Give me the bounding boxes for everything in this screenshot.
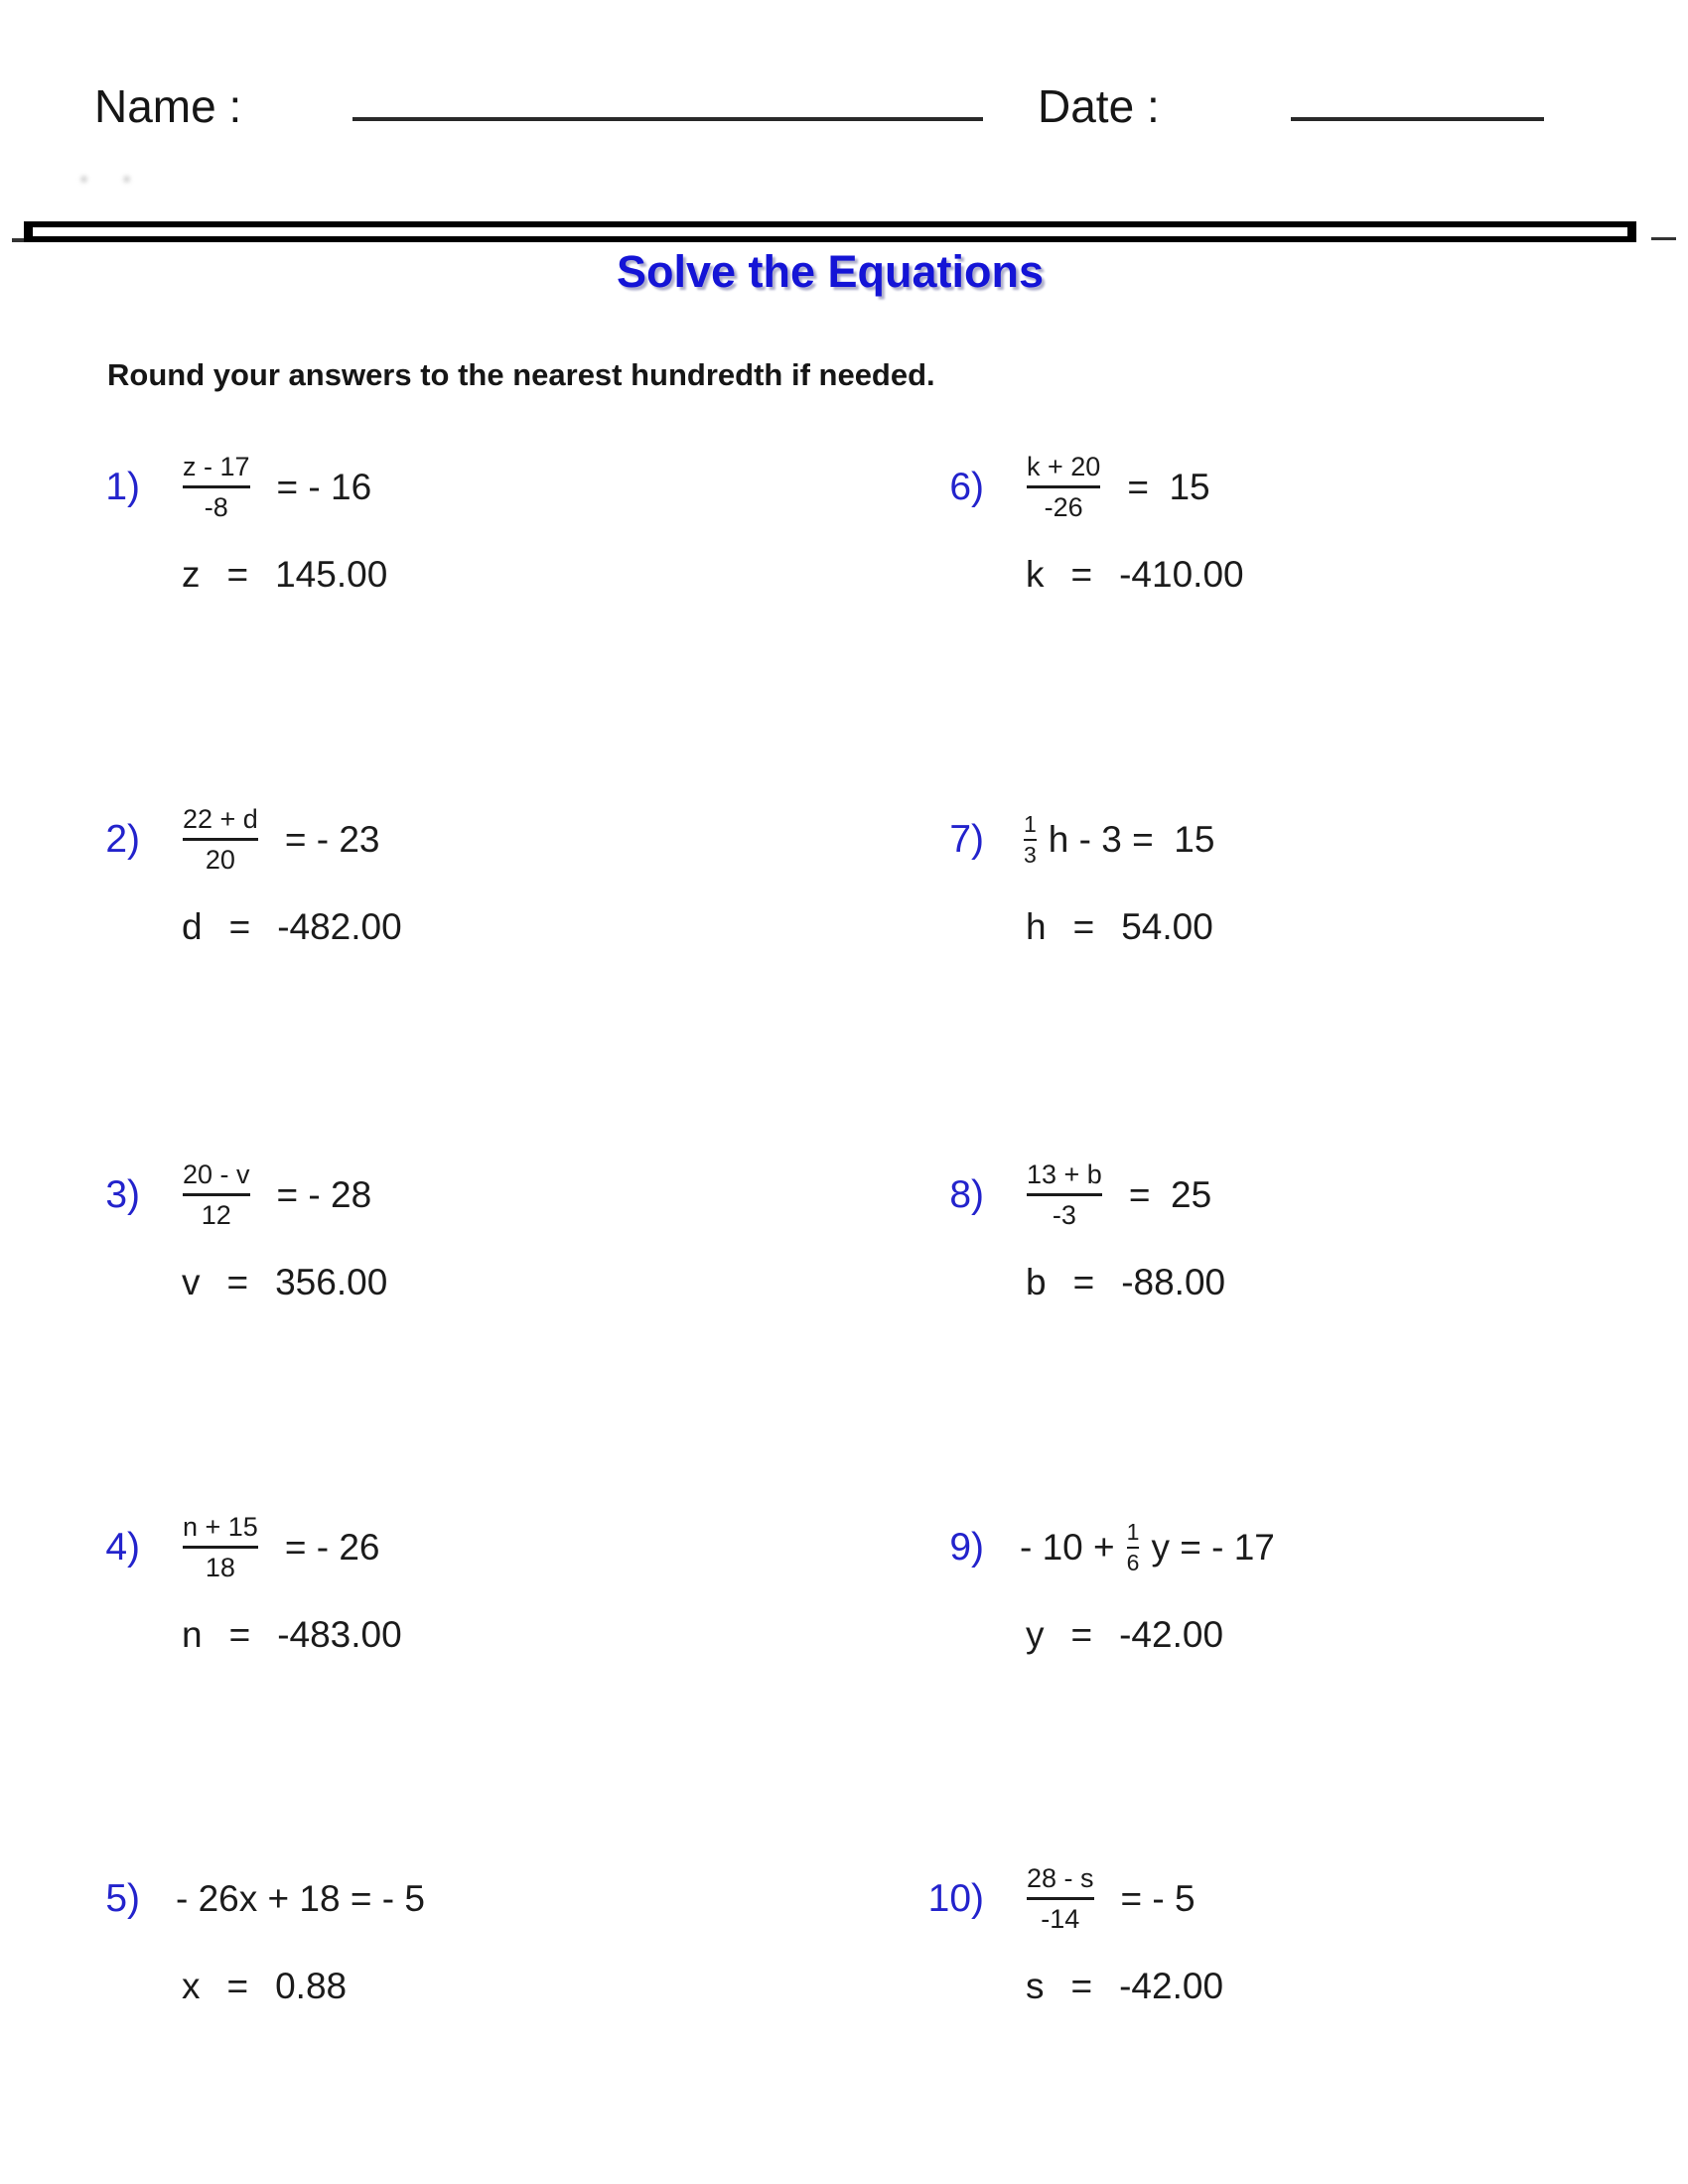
fraction-bar [183, 1193, 250, 1196]
equation [1014, 1490, 1275, 1604]
fraction-denominator: 6 [1126, 1549, 1140, 1575]
fraction-numerator: k + 20 [1027, 451, 1101, 481]
problem-number: 9) [949, 1526, 984, 1569]
answer-value: 145.00 [275, 554, 388, 595]
answer-value: 356.00 [275, 1262, 388, 1302]
fraction-bar [183, 485, 250, 488]
problem-8 [907, 1138, 1225, 1303]
answer-value: -42.00 [1119, 1614, 1224, 1655]
problem-number: 6) [949, 466, 984, 508]
fraction-denominator: 18 [205, 1553, 235, 1582]
fraction-bar [1024, 839, 1037, 841]
coefficient-fraction [1123, 1520, 1144, 1573]
coefficient-fraction [1020, 812, 1041, 866]
problem-5 [63, 1842, 425, 2007]
problem-number: 10) [927, 1877, 984, 1920]
answer-value: -410.00 [1119, 554, 1244, 595]
problem-number: 4) [105, 1526, 140, 1569]
answer-variable: d [182, 906, 203, 947]
equation-text: h - 3 = 15 [1048, 818, 1215, 860]
answer [1014, 906, 1214, 948]
fraction [1020, 1863, 1101, 1934]
fraction-denominator: -8 [204, 492, 228, 522]
instruction-text: Round your answers to the nearest hundredth if needed. [107, 357, 935, 392]
answer [170, 1614, 402, 1656]
fraction-numerator: 28 - s [1027, 1862, 1094, 1893]
equation-rhs: = - 28 [276, 1173, 372, 1215]
answer [170, 1966, 425, 2007]
fraction-bar [183, 1546, 258, 1549]
fraction-bar [183, 838, 258, 841]
problem-6 [907, 430, 1244, 596]
equals-sign: = [228, 906, 251, 947]
fraction-numerator: z - 17 [183, 451, 250, 481]
answer-variable: h [1026, 906, 1047, 947]
equation [170, 1138, 387, 1252]
answer-value: -88.00 [1121, 1262, 1226, 1302]
fraction-numerator: 22 + d [183, 803, 258, 834]
date-blank-line [1291, 117, 1544, 121]
scan-artifact: •• [79, 164, 166, 194]
equation-rhs: = - 26 [284, 1526, 380, 1568]
problem-number: 2) [105, 818, 140, 861]
equation [1014, 1842, 1223, 1956]
fraction-denominator: -3 [1052, 1200, 1076, 1230]
equation [170, 782, 402, 896]
equation-rhs: = 25 [1128, 1173, 1212, 1215]
problem-4 [63, 1490, 402, 1656]
fraction [1020, 452, 1107, 522]
answer [1014, 554, 1244, 596]
fraction-bar [1127, 1547, 1140, 1549]
fraction [176, 452, 257, 522]
fraction-numerator: n + 15 [183, 1511, 258, 1542]
equation-text: - 26x + 18 = - 5 [176, 1877, 425, 1919]
fraction-denominator: -26 [1044, 492, 1083, 522]
equation-rhs: = 15 [1127, 466, 1210, 507]
fraction-denominator: 3 [1024, 841, 1037, 868]
answer [170, 554, 387, 596]
fraction-bar [1027, 485, 1100, 488]
fraction-numerator: 1 [1024, 811, 1037, 838]
equals-sign: = [1070, 554, 1093, 595]
divider-right-dash [1651, 237, 1676, 240]
equation-text: - 10 + [1020, 1526, 1115, 1568]
fraction-denominator: 12 [201, 1200, 231, 1230]
name-label: Name : [94, 80, 242, 132]
problem-2 [63, 782, 402, 948]
answer-value: -482.00 [277, 906, 402, 947]
equation-text: y = - 17 [1151, 1526, 1275, 1568]
problem-7 [907, 782, 1214, 948]
date-label: Date : [1038, 80, 1160, 132]
equals-sign: = [1070, 1614, 1093, 1655]
fraction [176, 1512, 265, 1582]
answer-variable: y [1026, 1614, 1045, 1655]
fraction-denominator: -14 [1041, 1904, 1080, 1934]
equals-sign: = [1072, 906, 1095, 947]
fraction-bar [1027, 1897, 1094, 1900]
equation [1014, 782, 1214, 896]
problem-3 [63, 1138, 387, 1303]
equation [1014, 1138, 1225, 1252]
problem-1 [63, 430, 387, 596]
equals-sign: = [1072, 1262, 1095, 1302]
answer-variable: k [1026, 554, 1045, 595]
equals-sign: = [226, 1966, 249, 2006]
problem-10 [907, 1842, 1223, 2007]
answer-value: 54.00 [1121, 906, 1213, 947]
equals-sign: = [1070, 1966, 1093, 2006]
fraction [176, 804, 265, 875]
divider-left-dash [12, 238, 24, 242]
equals-sign: = [228, 1614, 251, 1655]
answer-variable: v [182, 1262, 201, 1302]
problem-number: 7) [949, 818, 984, 861]
answer-variable: x [182, 1966, 201, 2006]
fraction-denominator: 20 [205, 845, 235, 875]
equation-rhs: = - 23 [284, 818, 380, 860]
fraction-numerator: 1 [1126, 1519, 1140, 1546]
answer-variable: s [1026, 1966, 1045, 2006]
equals-sign: = [226, 1262, 249, 1302]
fraction-numerator: 20 - v [183, 1159, 250, 1189]
name-blank-line [352, 117, 983, 121]
equation [1014, 430, 1244, 544]
problem-number: 5) [105, 1877, 140, 1920]
equals-sign: = [226, 554, 249, 595]
answer [1014, 1262, 1225, 1303]
equation [170, 1490, 402, 1604]
answer-value: -483.00 [277, 1614, 402, 1655]
equation [170, 430, 387, 544]
answer-variable: z [182, 554, 201, 595]
answer [170, 1262, 387, 1303]
problem-number: 3) [105, 1173, 140, 1216]
answer [1014, 1614, 1275, 1656]
equation-rhs: = - 16 [276, 466, 372, 507]
problem-9 [907, 1490, 1275, 1656]
divider-bar [24, 221, 1636, 242]
answer-variable: b [1026, 1262, 1047, 1302]
fraction-numerator: 13 + b [1027, 1159, 1102, 1189]
answer [170, 906, 402, 948]
answer [1014, 1966, 1223, 2007]
equation-rhs: = - 5 [1120, 1877, 1196, 1919]
fraction [176, 1160, 257, 1230]
fraction-bar [1027, 1193, 1102, 1196]
fraction [1020, 1160, 1109, 1230]
equation [170, 1842, 425, 1956]
answer-value: -42.00 [1119, 1966, 1224, 2006]
problem-number: 1) [105, 466, 140, 508]
answer-variable: n [182, 1614, 203, 1655]
problem-number: 8) [949, 1173, 984, 1216]
answer-value: 0.88 [275, 1966, 348, 2006]
page-title: Solve the Equations [616, 246, 1045, 297]
